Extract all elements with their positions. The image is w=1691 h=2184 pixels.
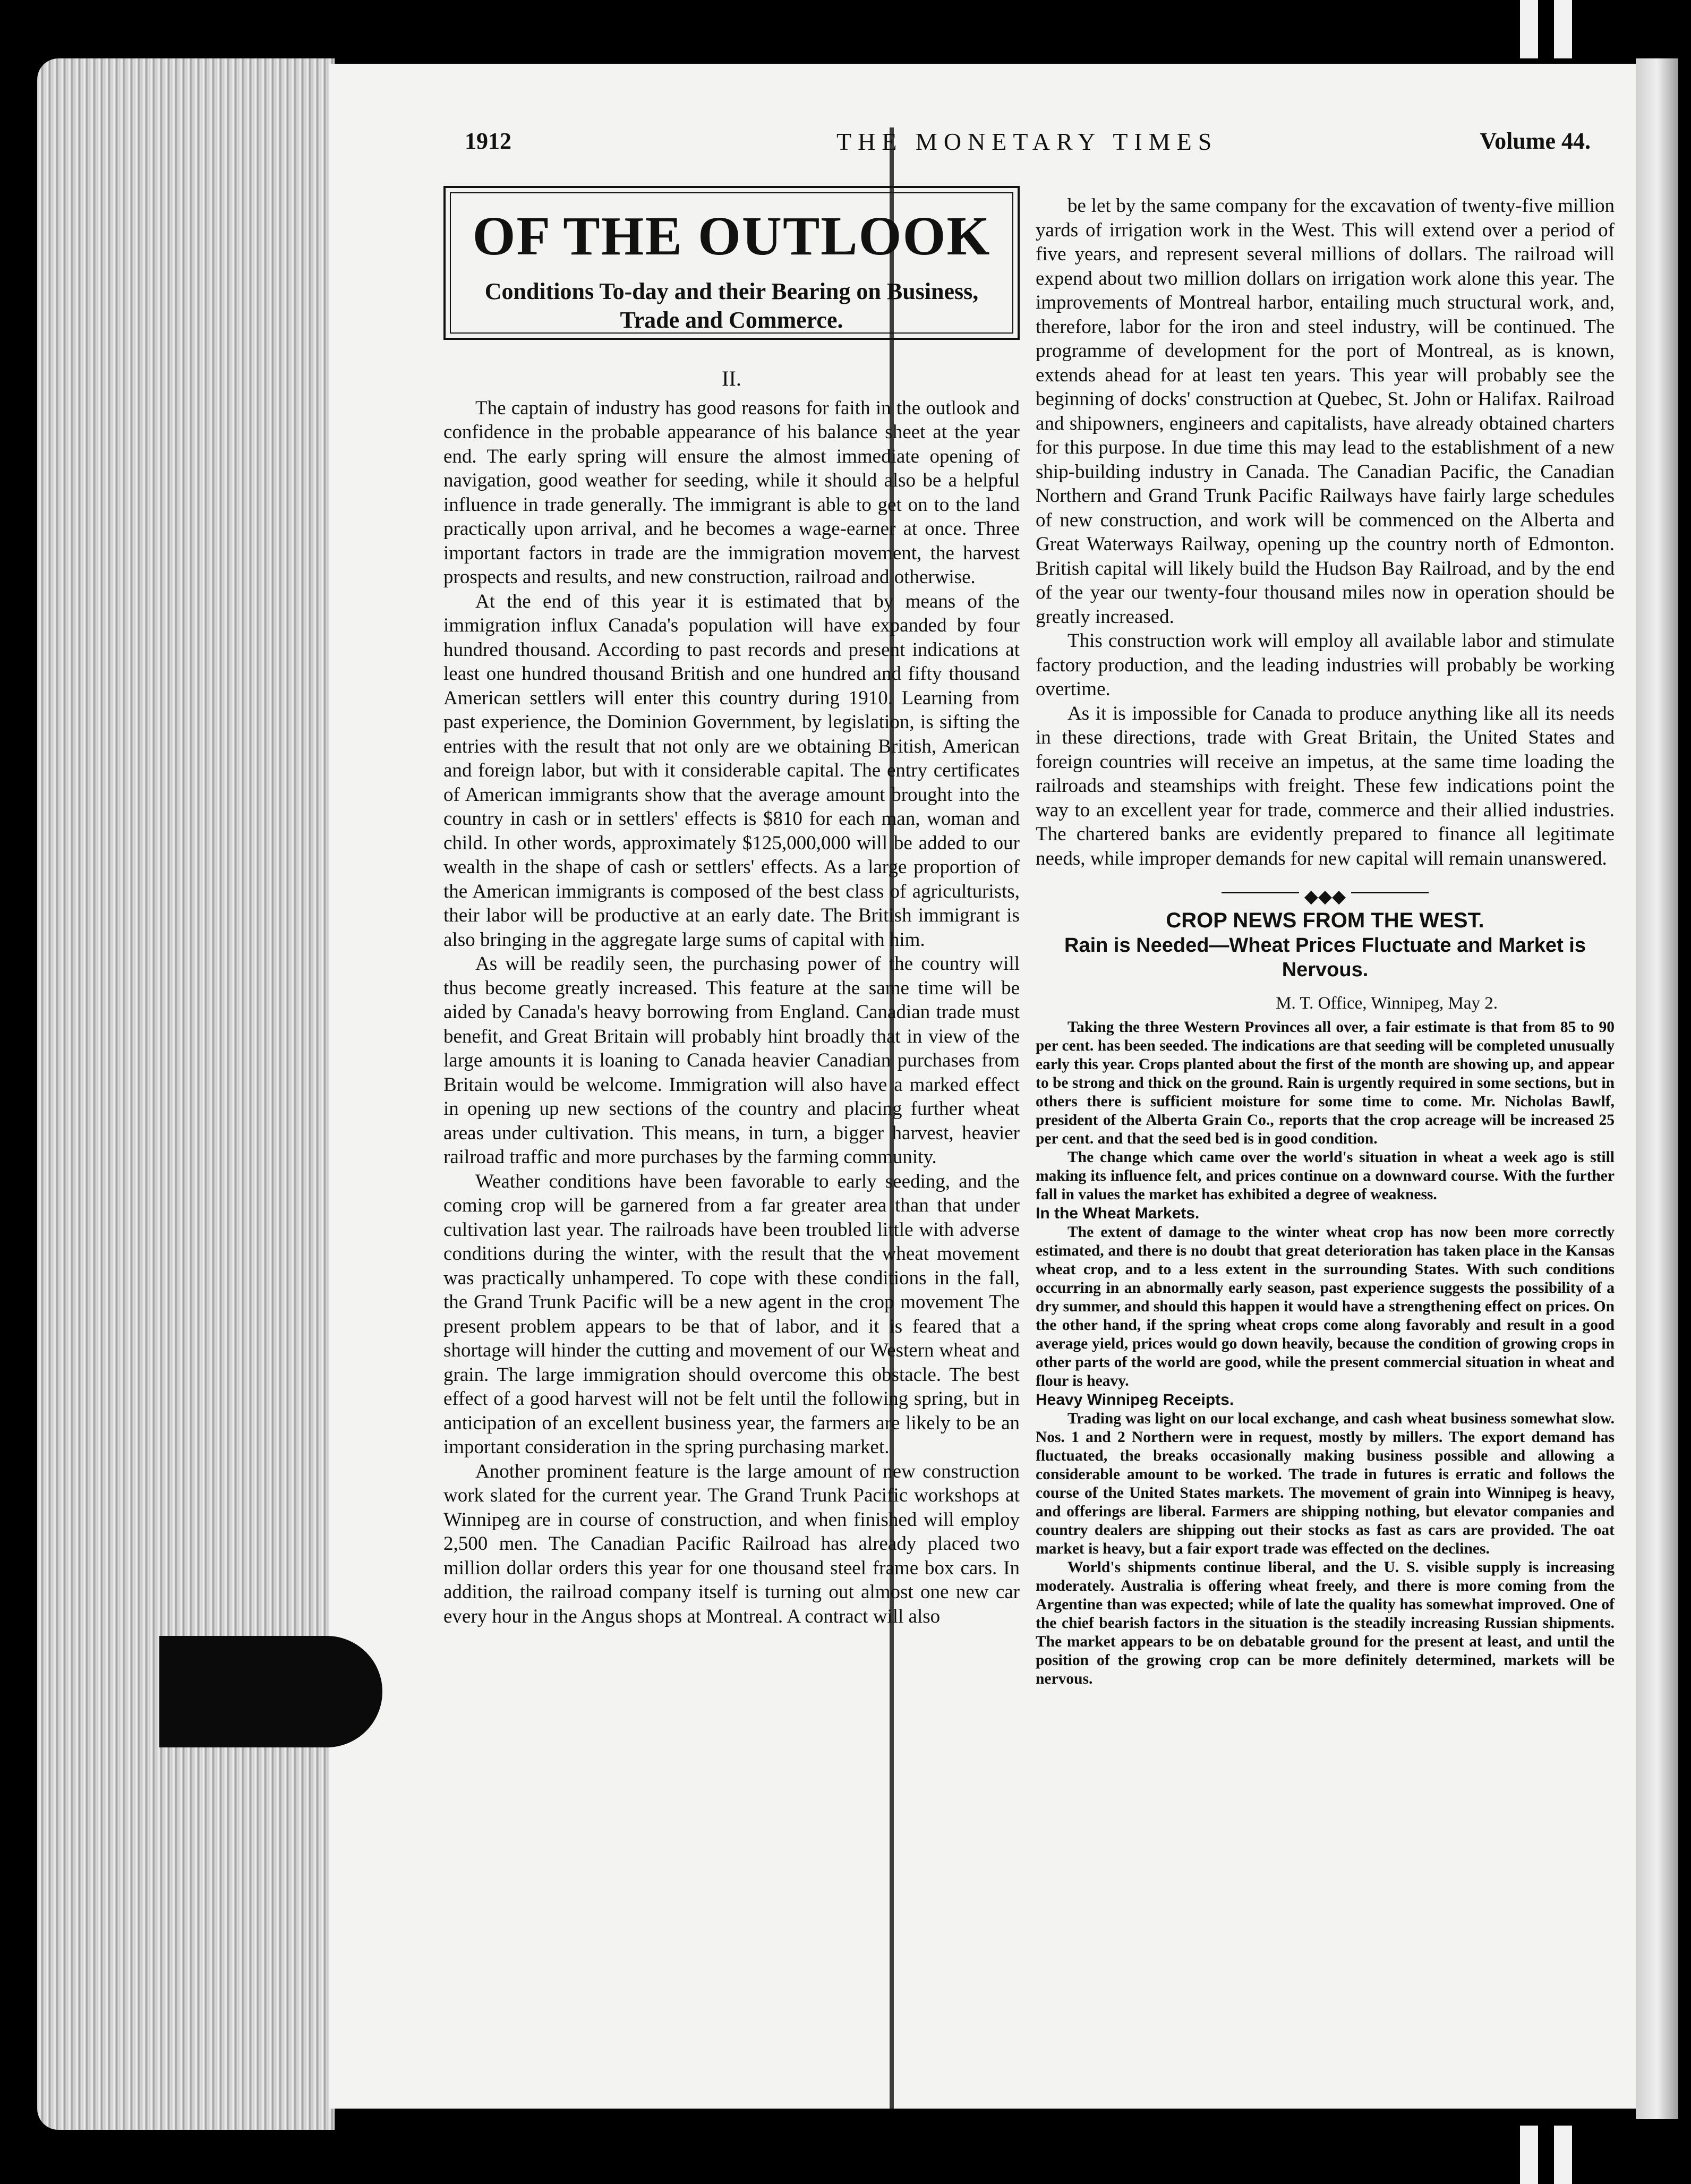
wheat-markets-heading: In the Wheat Markets. — [1036, 1204, 1200, 1222]
crop-news-headline: CROP NEWS FROM THE WEST. — [1166, 909, 1484, 932]
film-mark — [1520, 2126, 1538, 2184]
paragraph: be let by the same company for the excavation of twenty-five million yards of irrigation work in the West. This will extend over a period of five years, and represent several millions of dollars. The railroad will expend about two million dollars on irrigation work alone this year. The improvements of Montreal harbor, entailing much structural work, and, therefore, labor for the iron and steel industry, will be continued. The programme of development for the port of Montreal, as is known, extends ahead for at least ten years. This year will probably see the beginning of docks' construction at Quebec, St. John or Halifax. Railroad and shipowners, engineers and capitalists, have already obtained charters for this purpose. In due time this may lead to the establishment of a new ship-building industry in Canada. The Canadian Pacific, the Canadian Northern and Grand Trunk Pacific Railways have fairly large schedules of new construction, and work will be commenced on the Alberta and Great Waterways Railway, opening up the country north of Edmonton. British capital will likely build the Hudson Bay Railroad, and by the end of the year our twenty-four thousand miles now in operation should be greatly increased. — [1036, 195, 1615, 628]
article-title-box — [443, 186, 1020, 340]
film-mark — [1554, 0, 1572, 58]
section-number: II. — [722, 366, 741, 390]
crop-news-subheadline: Rain is Needed—Wheat Prices Fluctuate and Market is Nervous. — [1064, 934, 1586, 981]
paragraph: This construction work will employ all available labor and stimulate factory production, and the leading industries will probably be working overtime. — [1036, 630, 1615, 700]
film-mark — [1520, 0, 1538, 58]
paragraph: The captain of industry has good reasons for faith in the outlook and confidence in the probable appearance of his balance sheet at the year end. The early spring will ensure the almost immediate opening of navigation, good weather for seeding, while it should also be a helpful influence in trade generally. The immigrant is able to get on to the land practically upon arrival, and he becomes a wage-earner at once. Three important factors in trade are the immigration movement, the harvest prospects and results, and new construction, railroad and otherwise. — [443, 397, 1020, 588]
paragraph: At the end of this year it is estimated that by means of the immigration influx Canada's population will have expanded by four hundred thousand. According to past records and present indications at least one hundred thousand British and one hundred and fifty thousand American settlers will enter this country during 1910. Learning from past experience, the Dominion Government, by legislation, is sifting the entries with the result that not only are we obtaining British, American and foreign labor, but with it considerable capital. The entry certificates of American immigrants show that the average amount brought into the country in cash or in settlers' effects is $810 for each man, woman and child. In other words, approximately $125,000,000 will be added to our wealth in the shape of cash or settlers' effects. As a large proportion of the American immigrants is composed of the best class of agriculturists, their labor will be productive at an early date. The British immigrant is also bringing in the aggregate large sums of capital with him. — [443, 590, 1020, 951]
crop-intro-paragraphs — [1036, 1018, 1615, 1204]
masthead: THE MONETARY TIMES — [836, 128, 1218, 155]
paragraph: As it is impossible for Canada to produce anything like all its needs in these directions, trade with Great Britain, the United States and foreign countries will receive an impetus, at the same time loading the railroads and steamships with freight. These few indications point the way to an excellent year for trade, commerce and their allied industries. The chartered banks are evidently prepared to finance all legitimate needs, while improper demands for new capital will remain unanswered. — [1036, 702, 1615, 869]
winnipeg-receipts-paragraphs — [1036, 1410, 1615, 1688]
right-page-edge — [1636, 58, 1678, 2119]
right-column — [1036, 194, 1615, 1688]
paragraph: Taking the three Western Provinces all over, a fair estimate is that from 85 to 90 per cent. has been seeded. The indications are that seeding will be completed unusually early this year. Crops planted about the first of the month are showing up, and appear to be strong and thick on the ground. Rain is urgently required in some sections, but in others there is sufficient moisture for some time to come. Mr. Nicholas Bawlf, president of the Alberta Grain Co., reports that the crop acreage will be increased 25 per cent. and that the seed bed is in good condition. — [1036, 1018, 1615, 1147]
left-column — [443, 186, 1020, 1628]
paragraph: Weather conditions have been favorable to early seeding, and the coming crop will be garnered from a far greater area than that under cultivation last year. The railroads have been troubled little with adverse conditions during the winter, with the result that the wheat movement was practically unhampered. To cope with these conditions in the fall, the Grand Trunk Pacific will be a new agent in the crop movement The present problem appears to be that of labor, and it is feared that a shortage will hinder the cutting and movement of our Western wheat and grain. The large immigration should overcome this obstacle. The best effect of a good harvest will not be felt until the following spring, but in anticipation of an excellent business year, the farmers are likely to be an important consideration in the spring purchasing market. — [443, 1170, 1020, 1458]
page-header — [465, 127, 1591, 165]
thumb-shadow — [159, 1636, 382, 1747]
section-divider — [1036, 884, 1615, 907]
film-mark — [1554, 2126, 1572, 2184]
paragraph: Another prominent feature is the large amount of new construction work slated for the current year. The Grand Trunk Pacific workshops at Winnipeg are in course of construction, and when finished will employ 2,500 men. The Canadian Pacific Railroad has already placed two million dollar orders this year for one thousand steel frame box cars. In addition, the railroad company itself is turning out almost one new car every hour in the Angus shops at Montreal. A contract will also — [443, 1460, 1020, 1627]
article-subtitle: Conditions To-day and their Bearing on Business, Trade and Commerce. — [484, 278, 979, 333]
page-number: 1912 — [465, 128, 511, 154]
wheat-markets-paragraphs — [1036, 1223, 1615, 1390]
divider-ornament: ◆◆◆ — [1299, 889, 1351, 905]
paragraph: Trading was light on our local exchange, and cash wheat business somewhat slow. Nos. 1 and 2 Northern were in request, mostly by millers. The export demand has fluctuated, the breaks occasionally making business possible and allowing a considerable amount to be worked. The trade in futures is erratic and follows the course of the United States markets. The movement of grain into Winnipeg is heavy, and offerings are liberal. Farmers are shipping nothing, but elevator companies and country dealers are shipping out their stocks as fast as cars are provided. The oat market is heavy, but a fair export trade was effected on the declines. — [1036, 1410, 1615, 1557]
paragraph: As will be readily seen, the purchasing power of the country will thus become greatly increased. This feature at the same time will be aided by Canada's heavy borrowing from England. Canadian trade must benefit, and Great Britain will probably hint broadly that in view of the large amounts it is loaning to Canada heavier Canadian purchases from Britain would be welcome. Immigration will also have a marked effect in opening up new sections of the country and placing further wheat areas under cultivation. This means, in turn, a bigger harvest, heavier railroad traffic and more purchases by the farming community. — [443, 953, 1020, 1168]
paragraph: The extent of damage to the winter wheat crop has now been more correctly estimated, and there is no doubt that great deterioration has taken place in the Kansas wheat crop, and to a less extent in the surrounding States. With such conditions occurring in an abnormally early season, past experience suggests the possibility of a dry summer, and should this happen it would have a strengthening effect on prices. On the other hand, if the spring wheat crops come along favorably and result in a good average yield, prices would go down heavily, because the condition of growing crops in other parts of the world are good, while the present commercial situation in wheat and flour is heavy. — [1036, 1223, 1615, 1389]
article-title: OF THE OUTLOOK — [472, 206, 991, 267]
book-page-edges — [37, 58, 335, 2130]
dateline: M. T. Office, Winnipeg, May 2. — [1276, 994, 1498, 1013]
crop-news-body — [1036, 1018, 1615, 1688]
paragraph: The change which came over the world's situation in wheat a week ago is still making its influence felt, and prices continue on a downward course. With the further fall in values the market has exhibited a degree of weakness. — [1036, 1148, 1615, 1203]
right-paragraphs — [1036, 194, 1615, 871]
newspaper-page — [329, 64, 1636, 2109]
volume-label: Volume 44. — [1480, 128, 1591, 154]
left-paragraphs — [443, 396, 1020, 1629]
winnipeg-receipts-heading: Heavy Winnipeg Receipts. — [1036, 1390, 1234, 1409]
paragraph: World's shipments continue liberal, and the U. S. visible supply is increasing moderately. Australia is offering wheat freely, and there is more coming from the Argentine than was expected; while of late the quality has somewhat improved. One of the chief bearish factors in the situation is the steadily increasing Russian shipments. The market appears to be on debatable ground for the present at least, and until the position of the growing crop can be more definitely determined, markets will be nervous. — [1036, 1558, 1615, 1687]
